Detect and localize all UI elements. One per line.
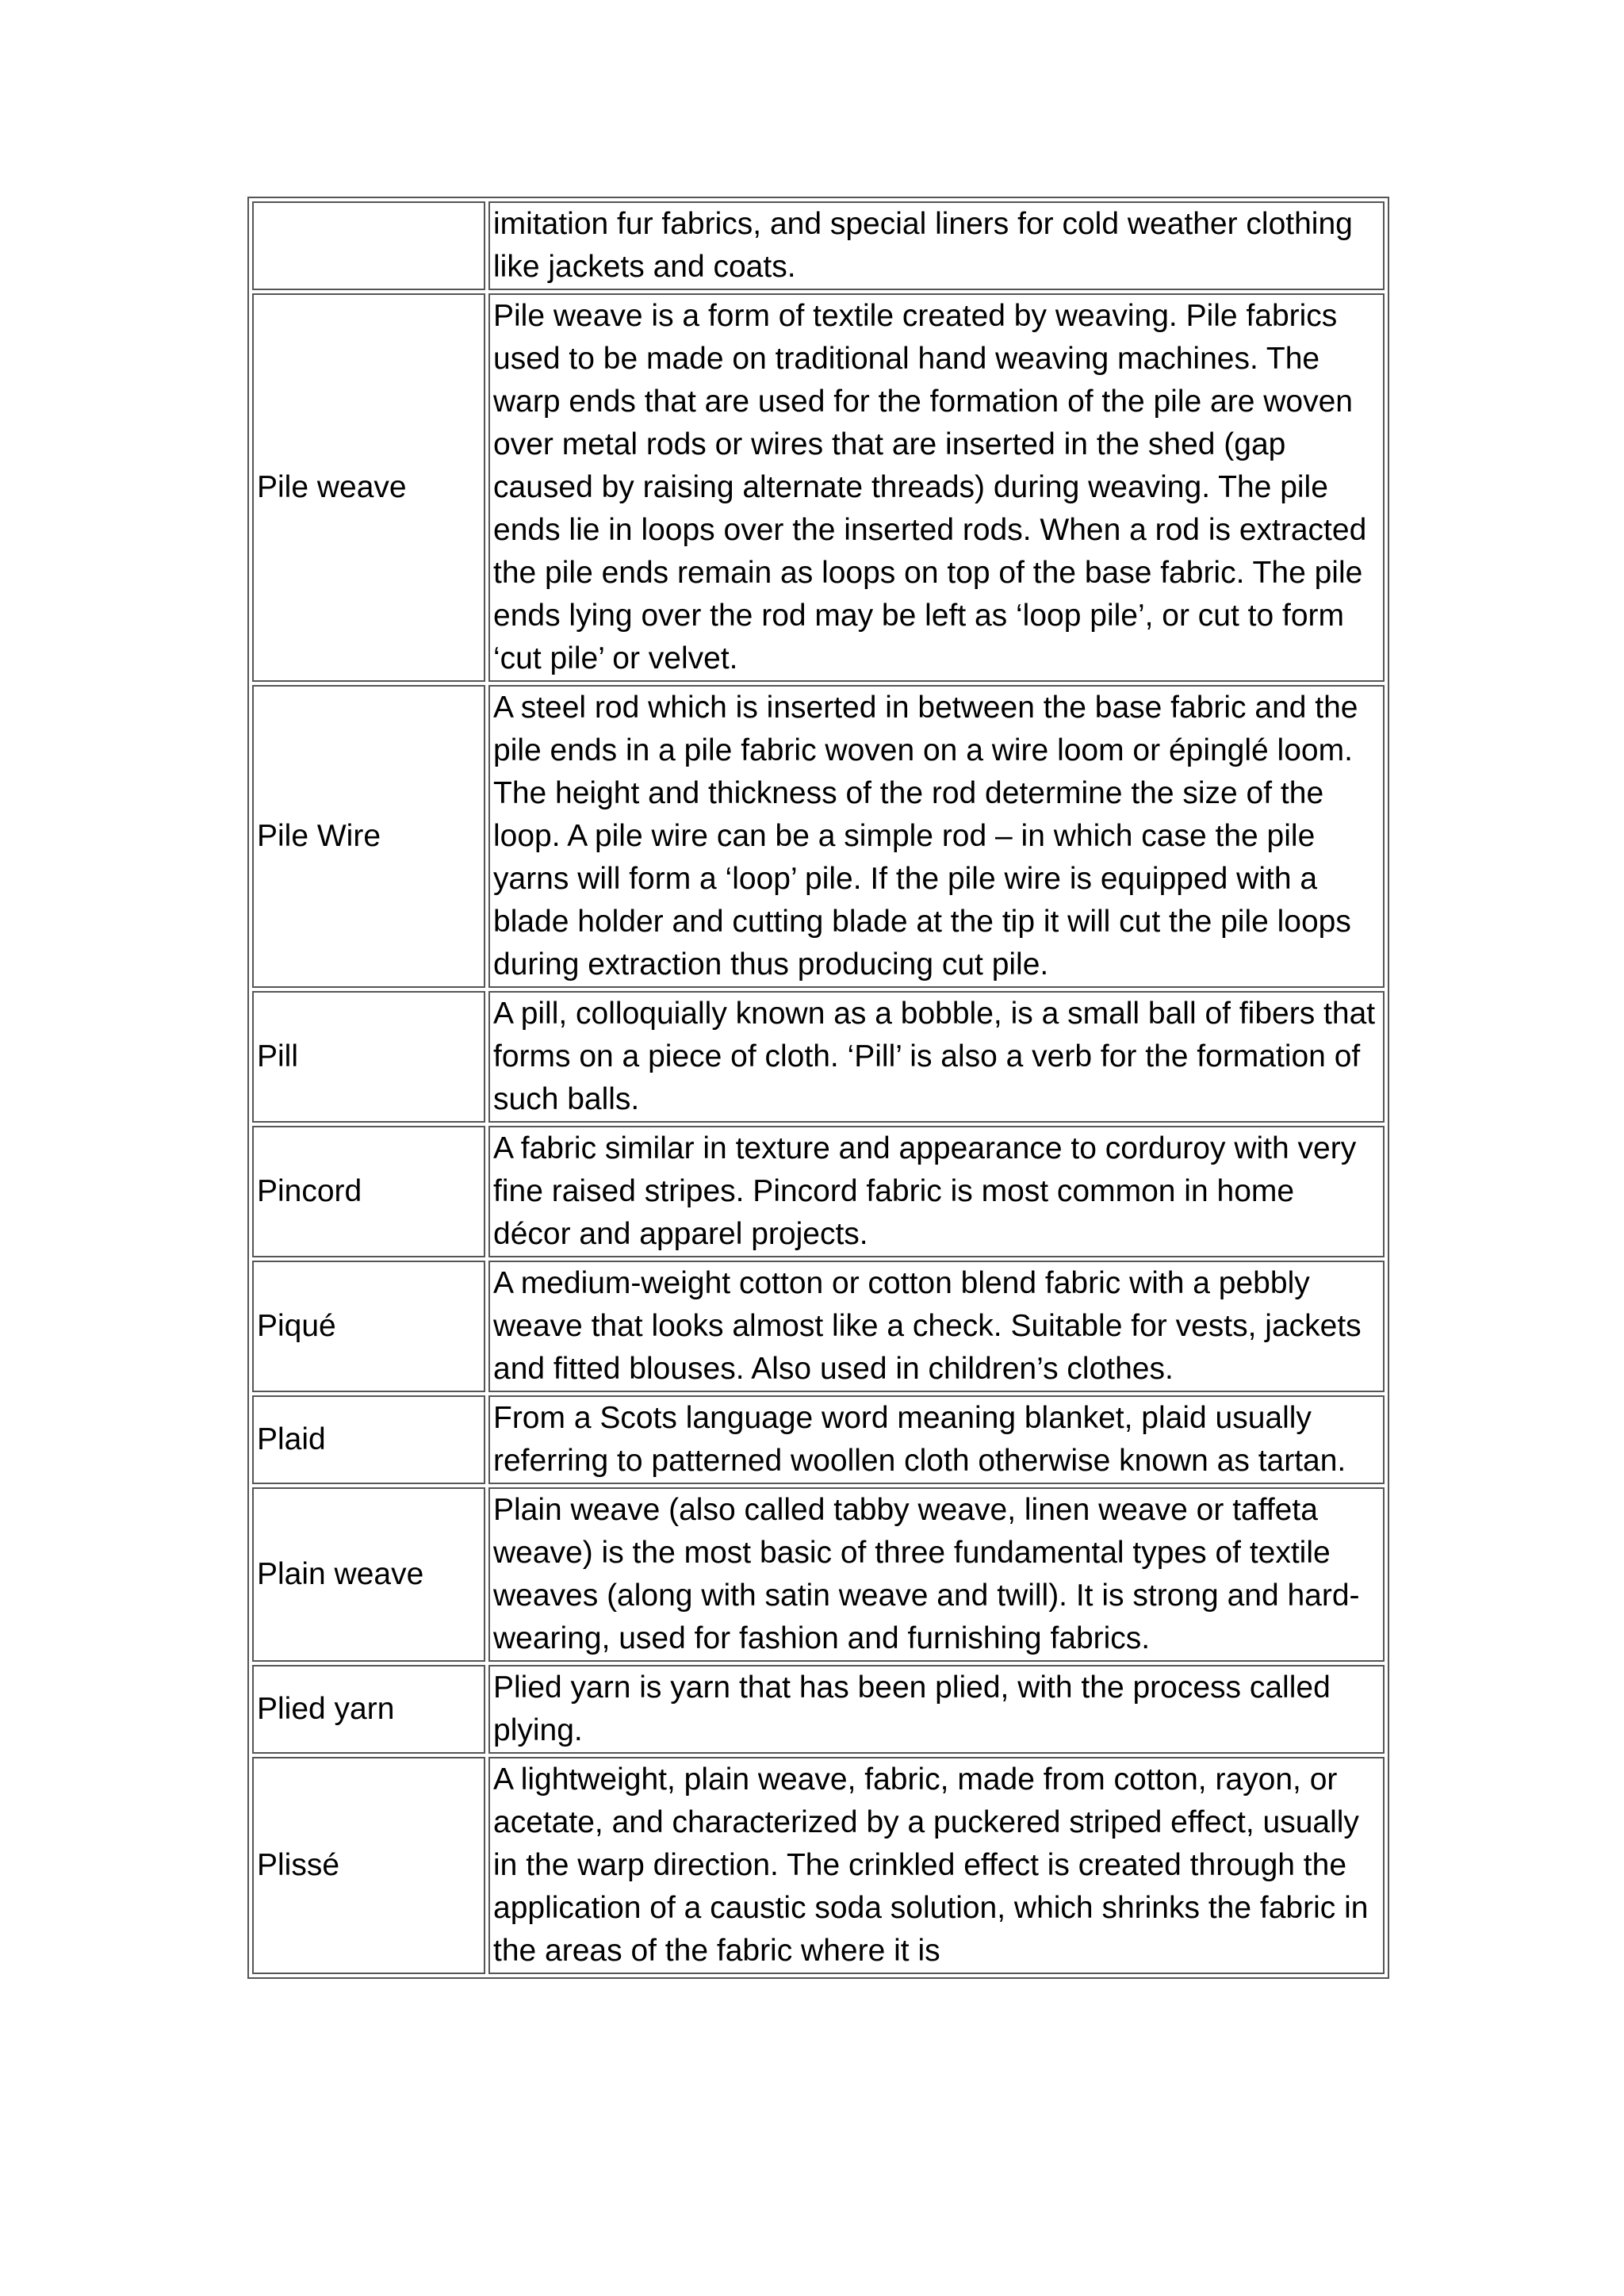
term-cell: Plied yarn [252, 1665, 485, 1754]
table-row [252, 1395, 1385, 1484]
definition-cell: From a Scots language word meaning blanket, plaid usually referring to patterned woollen cloth otherwise known as tartan. [488, 1395, 1385, 1484]
table-row [252, 991, 1385, 1123]
table-row [252, 1757, 1385, 1974]
table-row [252, 1487, 1385, 1662]
term-cell: Pincord [252, 1126, 485, 1257]
definition-cell: Plain weave (also called tabby weave, linen weave or taffeta weave) is the most basic of three fundamental types of textile weaves (along with satin weave and twill). It is strong and hard-wearing, used for fashion and furnishing fabrics. [488, 1487, 1385, 1662]
table-row [252, 201, 1385, 290]
term-cell [252, 201, 485, 290]
term-cell: Pile weave [252, 293, 485, 682]
table-row [252, 1665, 1385, 1754]
definition-cell: Plied yarn is yarn that has been plied, with the process called plying. [488, 1665, 1385, 1754]
term-cell: Pile Wire [252, 685, 485, 988]
table-row [252, 293, 1385, 682]
term-cell: Plissé [252, 1757, 485, 1974]
term-cell: Pill [252, 991, 485, 1123]
term-cell: Piqué [252, 1261, 485, 1392]
definition-cell: A lightweight, plain weave, fabric, made from cotton, rayon, or acetate, and characterized by a puckered striped effect, usually in the warp direction. The crinkled effect is created through the application of a caustic soda solution, which shrinks the fabric in the areas of the fabric where it is [488, 1757, 1385, 1974]
table-row [252, 1261, 1385, 1392]
definition-cell: Pile weave is a form of textile created by weaving. Pile fabrics used to be made on traditional hand weaving machines. The warp ends that are used for the formation of the pile are woven over metal rods or wires that are inserted in the shed (gap caused by raising alternate threads) during weaving. The pile ends lie in loops over the inserted rods. When a rod is extracted the pile ends remain as loops on top of the base fabric. The pile ends lying over the rod may be left as ‘loop pile’, or cut to form ‘cut pile’ or velvet. [488, 293, 1385, 682]
table-row [252, 685, 1385, 988]
term-cell: Plaid [252, 1395, 485, 1484]
definition-cell: A fabric similar in texture and appearance to corduroy with very fine raised stripes. Pincord fabric is most common in home décor and apparel projects. [488, 1126, 1385, 1257]
definition-cell: imitation fur fabrics, and special liners for cold weather clothing like jackets and coats. [488, 201, 1385, 290]
definition-cell: A pill, colloquially known as a bobble, is a small ball of fibers that forms on a piece of cloth. ‘Pill’ is also a verb for the formation of such balls. [488, 991, 1385, 1123]
glossary-table [247, 197, 1389, 1979]
definition-cell: A steel rod which is inserted in between the base fabric and the pile ends in a pile fabric woven on a wire loom or épinglé loom. The height and thickness of the rod determine the size of the loop. A pile wire can be a simple rod – in which case the pile yarns will form a ‘loop’ pile. If the pile wire is equipped with a blade holder and cutting blade at the tip it will cut the pile loops during extraction thus producing cut pile. [488, 685, 1385, 988]
definition-cell: A medium-weight cotton or cotton blend fabric with a pebbly weave that looks almost like a check. Suitable for vests, jackets and fitted blouses. Also used in children’s clothes. [488, 1261, 1385, 1392]
table-row [252, 1126, 1385, 1257]
term-cell: Plain weave [252, 1487, 485, 1662]
